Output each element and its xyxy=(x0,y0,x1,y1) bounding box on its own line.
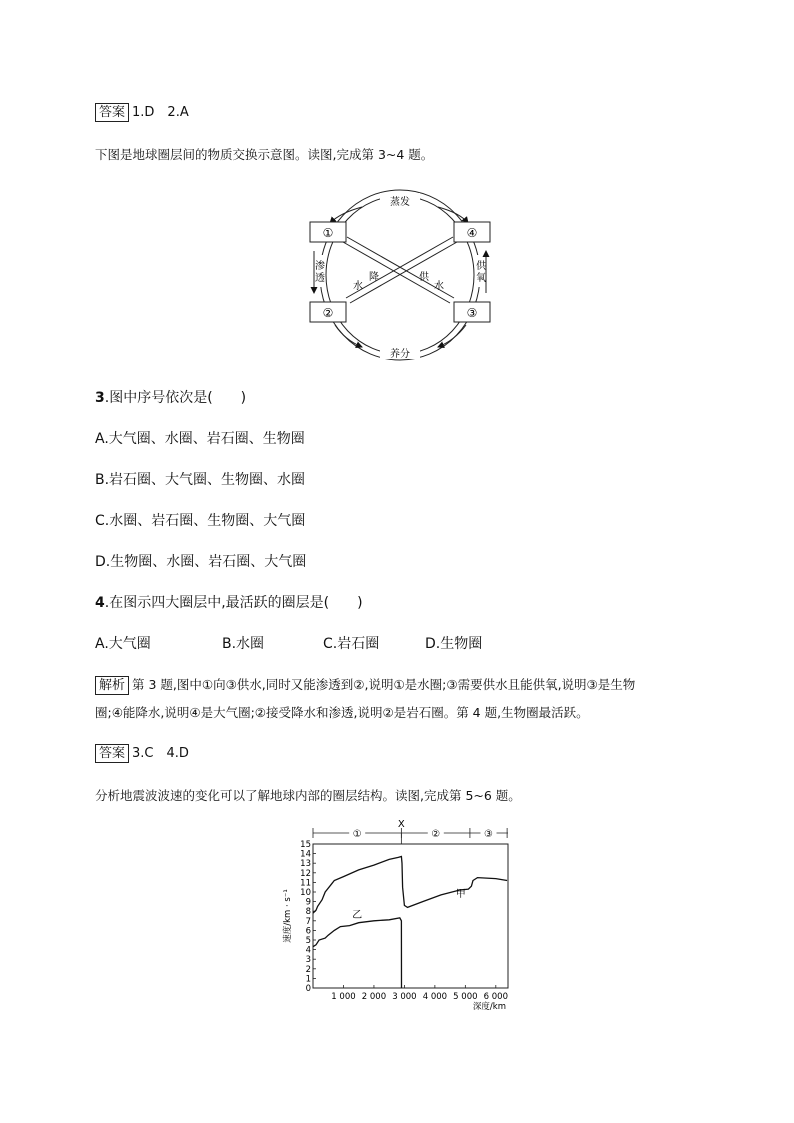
q3-option-b: B.岩石圈、大气圈、生物圈、水圈 xyxy=(95,472,306,488)
analysis-text-1: 第 3 题,图中①向③供水,同时又能渗透到②,说明①是水圈;③需要供水且能供氧,说明③是生物 xyxy=(132,677,636,692)
y-tick-label: 4 xyxy=(305,945,311,956)
analysis-tag: 解析 xyxy=(95,676,129,695)
question-4 xyxy=(95,594,363,612)
cross-line-b xyxy=(350,242,457,303)
y-tick-label: 15 xyxy=(300,840,311,850)
q4-option-b: B.水圈 xyxy=(222,636,265,652)
x-tick-label: 1 000 xyxy=(331,992,356,1002)
label-supply-1: 供 xyxy=(419,272,429,283)
series-label-yi: 乙 xyxy=(352,909,363,921)
y-tick-label: 13 xyxy=(300,859,311,870)
arrow-nutrient-left xyxy=(335,325,362,347)
label-supply-2: 水 xyxy=(434,281,444,292)
question-stem: .图中序号依次是( ) xyxy=(104,390,247,406)
label-oxygen-2: 氧 xyxy=(476,273,486,284)
question-number: 4 xyxy=(95,595,105,611)
y-tick-label: 5 xyxy=(305,936,311,946)
y-tick-label: 8 xyxy=(305,907,311,918)
plot-frame xyxy=(313,844,508,988)
node-2: ② xyxy=(322,306,334,320)
x-tick-label: 2 000 xyxy=(361,992,387,1002)
label-evaporation: 蒸发 xyxy=(390,197,410,208)
layer-label: X xyxy=(397,819,405,830)
y-tick-label: 14 xyxy=(300,849,311,860)
intro-text-2: 分析地震波波速的变化可以了解地球内部的圈层结构。读图,完成第 5~6 题。 xyxy=(95,788,521,803)
y-tick-label: 2 xyxy=(305,964,311,975)
x-axis-label: 深度/km xyxy=(472,1002,506,1012)
x-tick-label: 3 000 xyxy=(392,992,417,1002)
y-tick-label: 7 xyxy=(305,916,311,927)
answer-text: 3.C 4.D xyxy=(132,746,189,761)
q4-option-a: A.大气圈 xyxy=(95,636,151,652)
layer-label: ① xyxy=(352,829,362,840)
question-stem: .在图示四大圈层中,最活跃的圈层是( ) xyxy=(104,595,363,611)
node-1: ① xyxy=(322,226,334,240)
y-axis-label: 速度/km · s⁻¹ xyxy=(283,889,293,943)
y-tick-label: 9 xyxy=(305,897,311,908)
y-tick-label: 0 xyxy=(305,984,311,994)
node-3: ③ xyxy=(466,306,478,320)
y-tick-label: 3 xyxy=(305,955,311,966)
y-tick-label: 10 xyxy=(300,888,311,898)
y-tick-label: 1 xyxy=(305,974,311,985)
series-line-yi xyxy=(313,918,402,988)
answer-tag: 答案 xyxy=(95,744,129,763)
y-tick-label: 11 xyxy=(300,878,311,889)
seismic-wave-chart xyxy=(280,818,520,1018)
x-tick-label: 5 000 xyxy=(453,992,478,1002)
label-seep-2: 透 xyxy=(315,273,325,284)
q3-option-a: A.大气圈、水圈、岩石圈、生物圈 xyxy=(95,431,305,447)
analysis-line-1 xyxy=(95,676,635,695)
q3-option-d: D.生物圈、水圈、岩石圈、大气圈 xyxy=(95,554,307,570)
answer-text: 1.D 2.A xyxy=(132,105,189,120)
analysis-text-2: 圈;④能降水,说明④是大气圈;②接受降水和渗透,说明②是岩石圈。第 4 题,生物圈最活跃。 xyxy=(95,705,589,720)
intro-text-1: 下图是地球圈层间的物质交换示意图。读图,完成第 3~4 题。 xyxy=(95,147,434,162)
answer-line-1 xyxy=(95,103,189,122)
label-oxygen-1: 供 xyxy=(476,261,486,272)
node-4: ④ xyxy=(466,226,478,240)
layer-label: ② xyxy=(431,829,441,840)
label-rain-1: 水 xyxy=(353,281,363,292)
cross-line-a xyxy=(343,242,450,303)
answer-line-2 xyxy=(95,744,189,763)
q3-option-c: C.水圈、岩石圈、生物圈、大气圈 xyxy=(95,513,306,529)
question-3 xyxy=(95,389,246,407)
q4-option-c: C.岩石圈 xyxy=(323,636,380,652)
sphere-exchange-diagram xyxy=(300,185,500,365)
x-tick-label: 6 000 xyxy=(483,992,508,1002)
y-tick-label: 6 xyxy=(305,926,311,937)
series-line-jia xyxy=(313,857,507,914)
question-number: 3 xyxy=(95,390,105,406)
label-nutrients: 养分 xyxy=(390,349,410,360)
answer-tag: 答案 xyxy=(95,103,129,122)
label-rain-2: 降 xyxy=(369,272,379,283)
layer-label: ③ xyxy=(484,829,493,840)
label-seep-1: 渗 xyxy=(315,261,325,272)
x-tick-label: 4 000 xyxy=(422,992,448,1002)
q4-option-d: D.生物圈 xyxy=(425,636,483,652)
y-tick-label: 12 xyxy=(300,868,311,879)
series-label-jia: 甲 xyxy=(455,888,466,900)
